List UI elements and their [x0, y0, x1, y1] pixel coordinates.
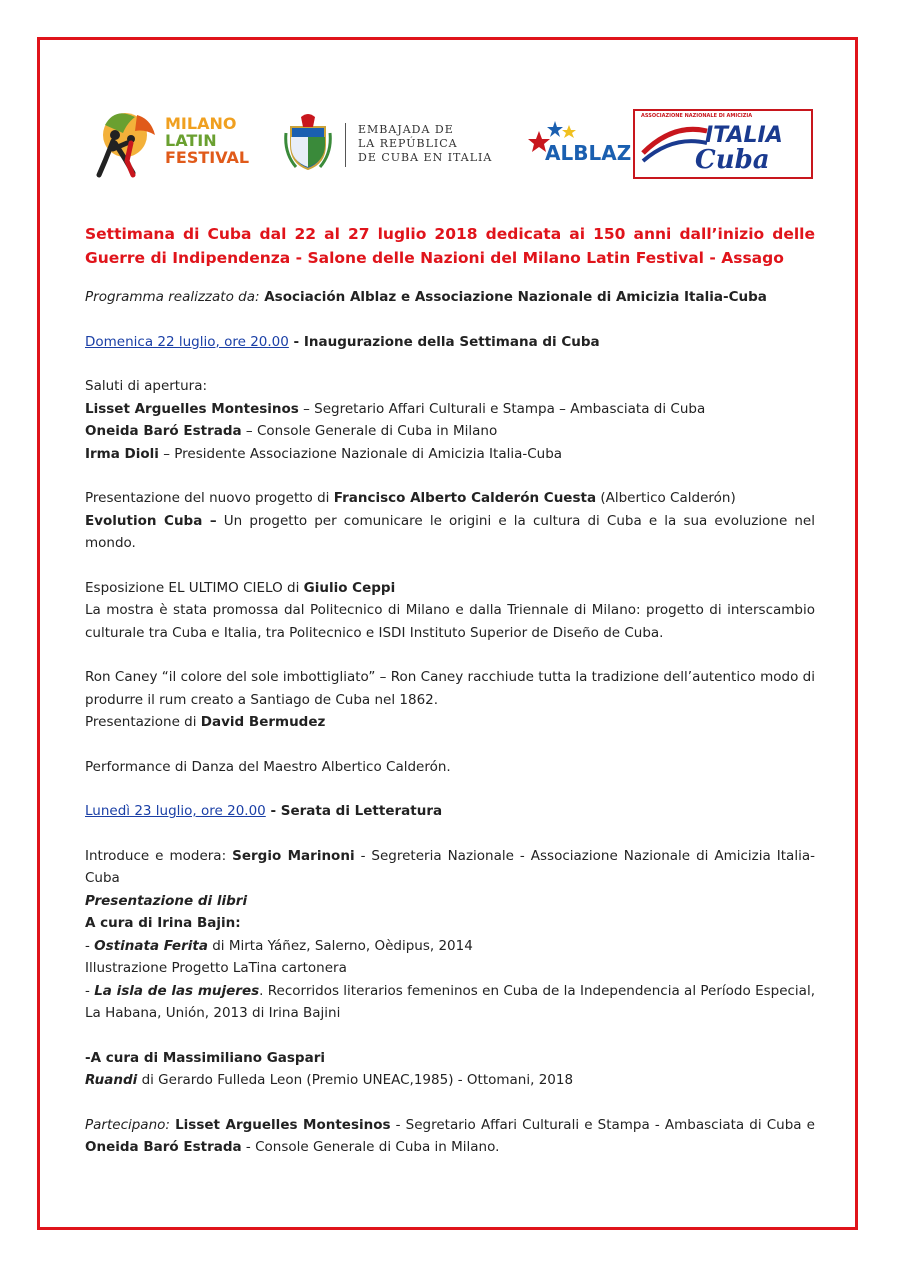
- day1-heading: [85, 331, 815, 354]
- rum-presenter: David Bermudez: [200, 714, 326, 730]
- book-3-details: di Gerardo Fulleda Leon (Premio UNEAC,1985) - Ottomani, 2018: [137, 1072, 574, 1088]
- program-organizers: Asociación Alblaz e Associazione Nazionale di Amicizia Italia-Cuba: [259, 289, 767, 305]
- project-desc: Un progetto per comunicare le origini e la cultura di Cuba e la sua evoluzione nel mondo.: [85, 512, 815, 551]
- rum-description: Ron Caney “il colore del sole imbottigliato” – Ron Caney racchiude tutta la tradizione dell’autentico modo di produrre il rum creato a Santiago de Cuba nel 1862.: [85, 669, 815, 708]
- cuba-coat-of-arms-icon: [283, 113, 333, 171]
- project-author-alias: (Albertico Calderón): [596, 490, 736, 506]
- day1-title: - Inaugurazione della Settimana di Cuba: [288, 333, 600, 350]
- greeting-name: Irma Dioli: [85, 445, 159, 462]
- embassy-logo: [283, 113, 503, 173]
- moderator-name: Sergio Marinoni: [232, 847, 355, 864]
- rum-presenter-intro: Presentazione di: [85, 714, 201, 730]
- book-1: [85, 935, 815, 958]
- exhibit-line: [85, 577, 815, 600]
- program-line: [85, 286, 815, 309]
- logo-text-festival: FESTIVAL: [165, 148, 250, 167]
- alblaz-logo: [525, 117, 632, 177]
- participant-2: Oneida Baró Estrada: [85, 1139, 242, 1155]
- book-1-details: di Mirta Yáñez, Salerno, Oèdipus, 2014: [207, 937, 473, 954]
- greeting-role: – Presidente Associazione Nazionale di Amicizia Italia-Cuba: [158, 445, 563, 462]
- project-author: Francisco Alberto Calderón Cuesta: [333, 490, 597, 506]
- project-name: Evolution Cuba –: [85, 512, 217, 529]
- project-intro-line: [85, 487, 815, 510]
- logo-text-latin: LATIN: [165, 131, 217, 150]
- italia-cuba-association-text: ASSOCIAZIONE NAZIONALE DI AMICIZIA: [641, 113, 753, 119]
- day2-title: - Serata di Letteratura: [265, 803, 443, 819]
- book-1-title: Ostinata Ferita: [94, 937, 208, 954]
- greeting-role: – Console Generale di Cuba in Milano: [241, 423, 498, 439]
- rum-presenter-line: [85, 711, 815, 734]
- logo-divider: [345, 123, 346, 167]
- day2-date-link[interactable]: Lunedì 23 luglio, ore 20.00: [85, 803, 266, 819]
- participants-line: [85, 1114, 815, 1159]
- cuba-text: Cuba: [695, 145, 770, 175]
- day1-date-link[interactable]: Domenica 22 luglio, ore 20.00: [85, 333, 289, 350]
- participants-label: Partecipano:: [85, 1116, 170, 1133]
- embassy-line-2: LA REPÚBLICA: [358, 137, 458, 150]
- document-body: [85, 222, 815, 1159]
- greetings-label: Saluti di apertura:: [85, 378, 208, 394]
- book-3: [85, 1069, 815, 1092]
- book-3-title: Ruandi: [85, 1072, 138, 1088]
- italia-cuba-logo: [633, 109, 813, 179]
- books-label: Presentazione di libri: [85, 892, 248, 909]
- moderator-intro: Introduce e modera:: [85, 847, 233, 864]
- moderator-line: [85, 845, 815, 890]
- logo-text-milano: MILANO: [165, 114, 237, 133]
- logo-bar: [85, 105, 815, 185]
- day2-heading: [85, 800, 815, 823]
- greeting-2: [85, 420, 815, 443]
- project-description: [85, 510, 815, 555]
- milano-latin-festival-logo: [85, 105, 255, 183]
- participant-2-role: - Console Generale di Cuba in Milano.: [241, 1139, 500, 1155]
- participant-1-role: - Segretario Affari Culturali e Stampa - Ambasciata di Cuba e: [390, 1116, 815, 1133]
- book-2-details: . Recorridos literarios femeninos en Cuba de la Independencia al Período Especial, La Habana, Unión, 2013 di Irina Bajini: [85, 982, 815, 1021]
- book-2: [85, 980, 815, 1025]
- embassy-line-3: DE CUBA EN ITALIA: [358, 151, 493, 164]
- exhibit-author: Giulio Ceppi: [303, 579, 396, 596]
- participant-1: Lisset Arguelles Montesinos: [175, 1116, 391, 1133]
- italia-text: ITALIA: [705, 123, 783, 148]
- page-title: Settimana di Cuba dal 22 al 27 luglio 2018 dedicata ai 150 anni dall’inizio delle Guerre di Indipendenza - Salone delle Nazioni del Milano Latin Festival - Assago: [85, 225, 815, 267]
- greeting-role: – Segretario Affari Culturali e Stampa – Ambasciata di Cuba: [298, 400, 706, 417]
- exhibit-intro: Esposizione EL ULTIMO CIELO di: [85, 579, 304, 596]
- performance-line: Performance di Danza del Maestro Albertico Calderón.: [85, 758, 451, 775]
- moderator-role: - Segreteria Nazionale - Associazione Nazionale di Amicizia Italia-Cuba: [85, 847, 815, 886]
- curator-2: -A cura di Massimiliano Gaspari: [85, 1049, 325, 1066]
- greeting-3: [85, 443, 815, 466]
- illustration-line: Illustrazione Progetto LaTina cartonera: [85, 960, 347, 976]
- project-intro: Presentazione del nuovo progetto di: [85, 490, 334, 506]
- curator-1: A cura di Irina Bajin:: [85, 915, 241, 931]
- exhibit-description: La mostra è stata promossa dal Politecnico di Milano e dalla Triennale di Milano: progetto di interscambio culturale tra Cuba e Italia, tra Politecnico e ISDI Instituto Superior de Diseño de Cuba.: [85, 602, 815, 641]
- program-label: Programma realizzato da:: [85, 289, 260, 305]
- greeting-name: Lisset Arguelles Montesinos: [85, 400, 299, 417]
- alblaz-text: ALBLAZ: [545, 141, 632, 165]
- book-bullet: -: [85, 937, 95, 954]
- dancers-icon: [85, 105, 163, 183]
- book-bullet: -: [85, 982, 95, 999]
- greeting-name: Oneida Baró Estrada: [85, 423, 242, 439]
- embassy-line-1: EMBAJADA DE: [358, 123, 454, 136]
- book-2-title: La isla de las mujeres: [94, 982, 260, 999]
- greeting-1: [85, 398, 815, 421]
